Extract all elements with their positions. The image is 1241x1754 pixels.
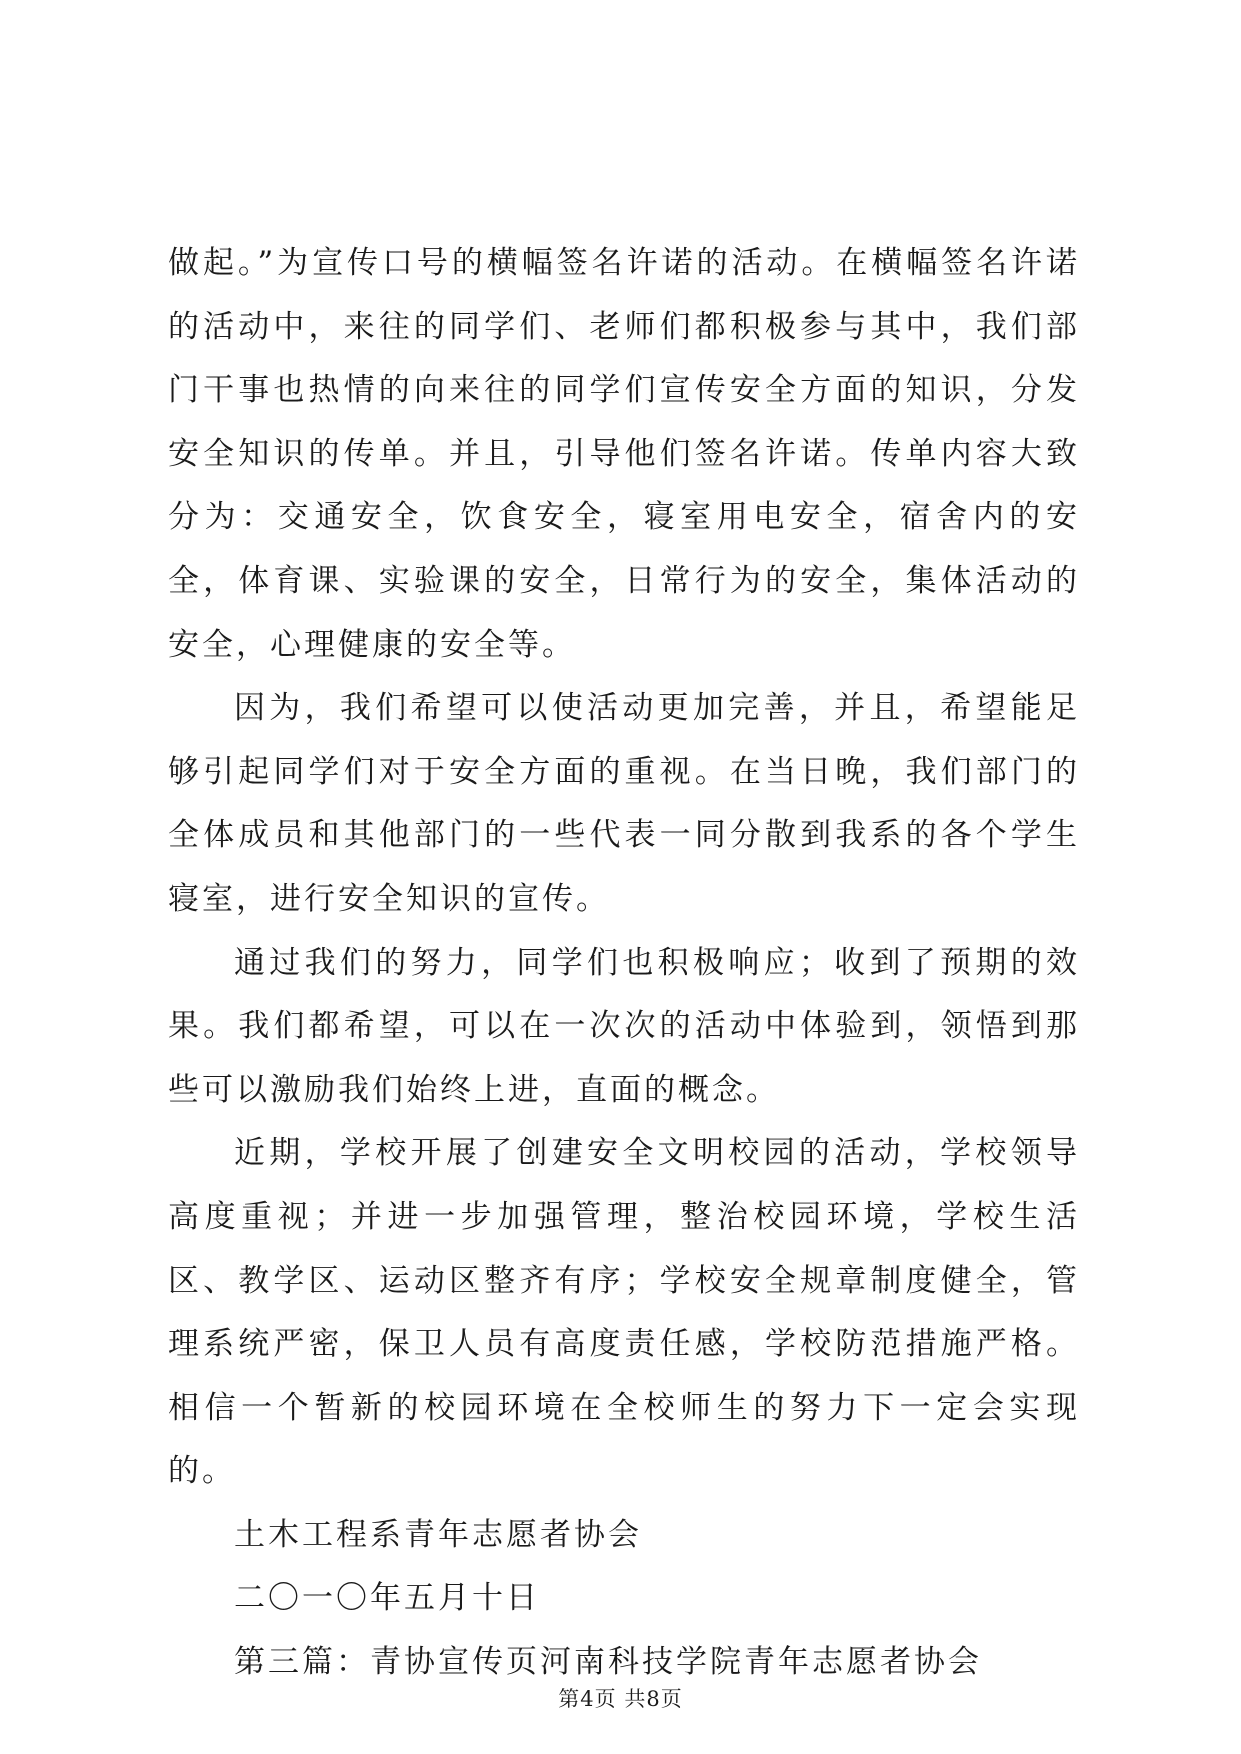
page-footer: 第4页 共8页 [558, 1687, 683, 1711]
signature-organization: 土木工程系青年志愿者协会 [234, 1516, 642, 1553]
paragraph-3: 通过我们的努力，同学们也积极响应；收到了预期的效果。我们都希望，可以在一次次的活动中体验到，领悟到那些可以激励我们始终上进，直面的概念。 [168, 944, 1080, 1108]
section-heading: 第三篇：青协宣传页河南科技学院青年志愿者协会 [234, 1644, 982, 1681]
document-body [168, 232, 1080, 1695]
signature-date: 二〇一〇年五月十日 [234, 1580, 540, 1617]
paragraph-1: 做起。”为宣传口号的横幅签名许诺的活动。在横幅签名许诺的活动中，来往的同学们、老师们都积极参与其中，我们部门干事也热情的向来往的同学们宣传安全方面的知识，分发安全知识的传单。并且，引导他们签名许诺。传单内容大致分为：交通安全，饮食安全，寝室用电安全，宿舍内的安全，体育课、实验课的安全，日常行为的安全，集体活动的安全，心理健康的安全等。 [168, 245, 1080, 663]
paragraph-2: 因为，我们希望可以使活动更加完善，并且，希望能足够引起同学们对于安全方面的重视。在当日晚，我们部门的全体成员和其他部门的一些代表一同分散到我系的各个学生寝室，进行安全知识的宣传。 [168, 690, 1080, 917]
paragraph-4: 近期，学校开展了创建安全文明校园的活动，学校领导高度重视；并进一步加强管理，整治校园环境，学校生活区、教学区、运动区整齐有序；学校安全规章制度健全，管理系统严密，保卫人员有高度责任感，学校防范措施严格。相信一个暂新的校园环境在全校师生的努力下一定会实现的。 [168, 1135, 1080, 1490]
